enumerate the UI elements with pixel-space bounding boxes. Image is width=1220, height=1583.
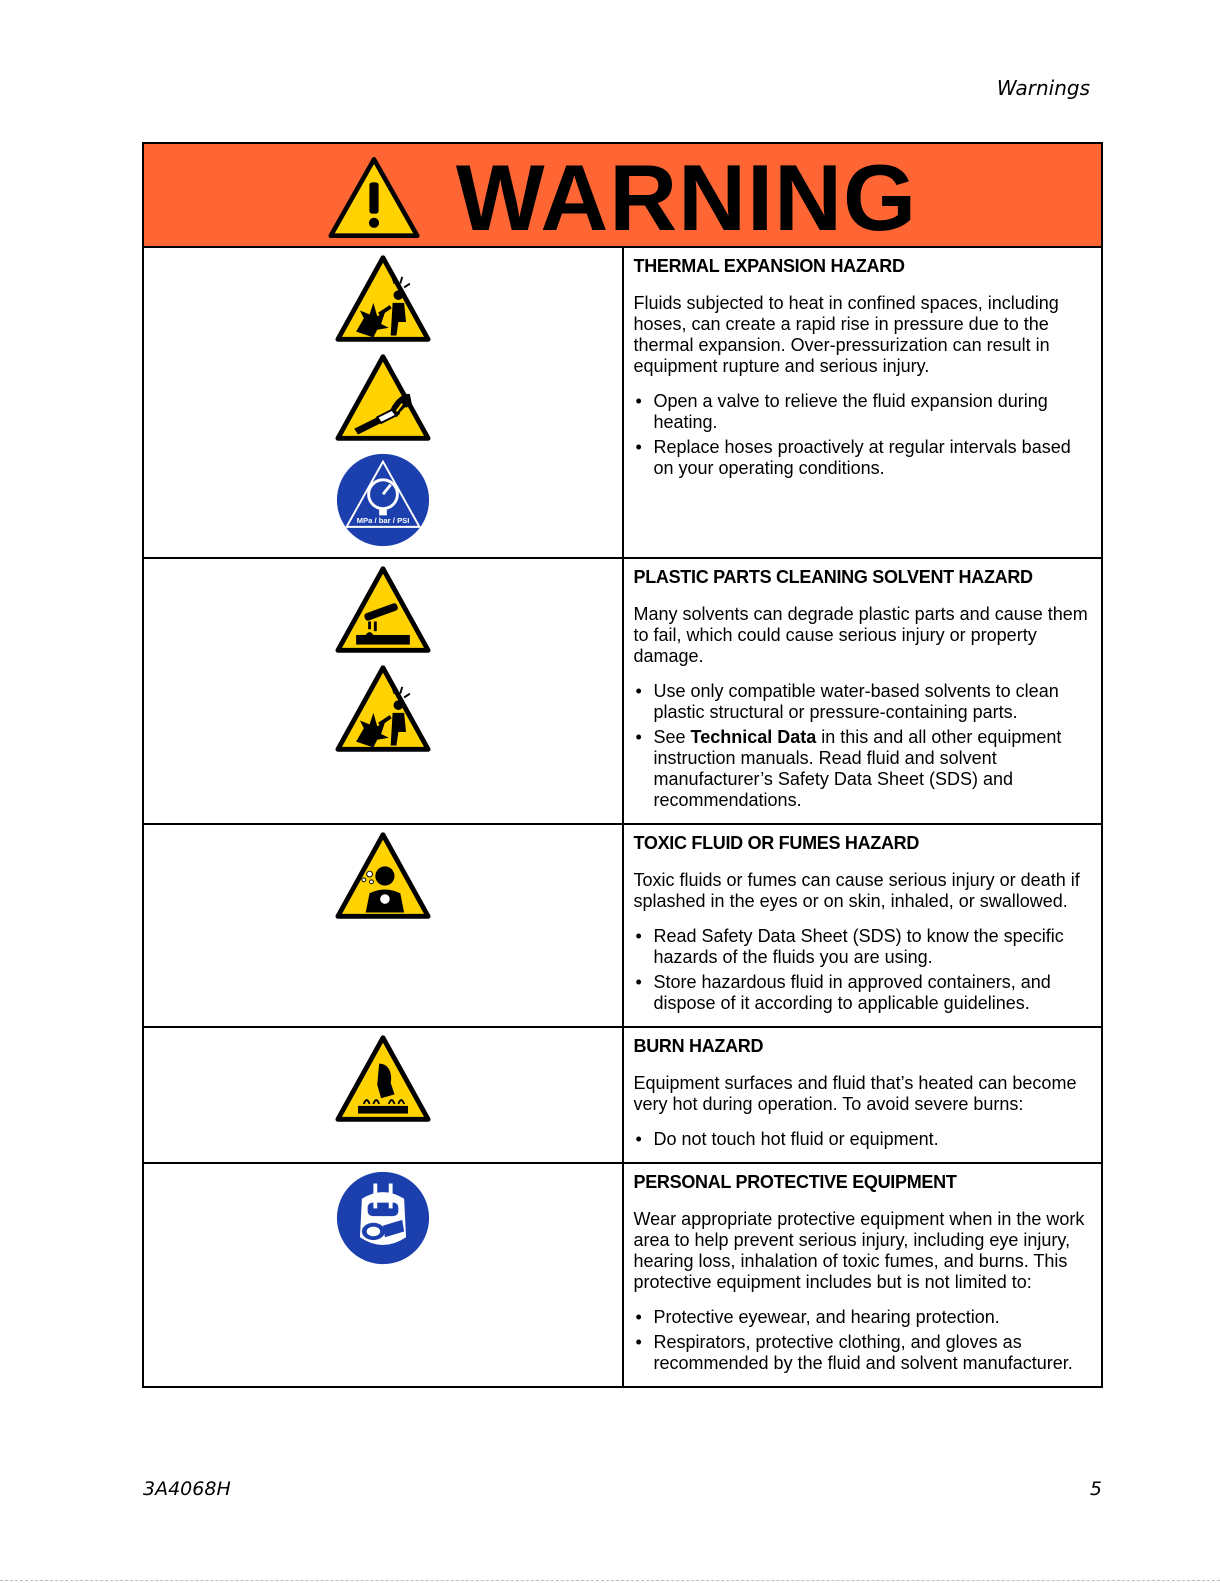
hazard-text-cell xyxy=(623,558,1103,824)
hazard-bullets xyxy=(634,681,1092,811)
list-item: • Do not touch hot fluid or equipment. xyxy=(634,1129,1092,1150)
hazard-bullets xyxy=(634,391,1092,479)
list-item: • Use only compatible water-based solvents to clean plastic structural or pressure-containing parts. xyxy=(634,681,1092,723)
hazard-icons-cell xyxy=(143,1027,623,1163)
hazard-row-thermal-expansion xyxy=(143,247,1102,558)
list-item: • Replace hoses proactively at regular intervals based on your operating conditions. xyxy=(634,437,1092,479)
list-item: • Read Safety Data Sheet (SDS) to know the specific hazards of the fluids you are using. xyxy=(634,926,1092,968)
warning-word: WARNING xyxy=(455,145,918,250)
list-item: • Open a valve to relieve the fluid expansion during heating. xyxy=(634,391,1092,433)
hot-surface-hazard-icon xyxy=(335,1034,431,1124)
gauge-units-label: MPa / bar / PSI xyxy=(356,516,410,526)
hazard-text-cell xyxy=(623,247,1103,558)
hazard-icons-cell xyxy=(143,824,623,1027)
hazard-text-cell xyxy=(623,824,1103,1027)
warning-triangle-icon xyxy=(328,156,420,240)
protective-equipment-icon xyxy=(335,1170,431,1266)
hazard-description: Toxic fluids or fumes can cause serious injury or death if splashed in the eyes or on skin, inhaled, or swallowed. xyxy=(633,870,1080,911)
hazard-text-cell xyxy=(623,1027,1103,1163)
hazard-text-cell xyxy=(623,1163,1103,1387)
hazard-row-plastic-solvent xyxy=(143,558,1102,824)
toxic-fumes-hazard-icon xyxy=(335,831,431,921)
hazard-description: Equipment surfaces and fluid that’s heated can become very hot during operation. To avoid severe burns: xyxy=(633,1073,1077,1114)
hazard-description: Many solvents can degrade plastic parts and cause them to fail, which could cause serious injury or property damage. xyxy=(633,604,1088,666)
pressure-gauge-icon xyxy=(335,452,431,548)
hazard-row-ppe xyxy=(143,1163,1102,1387)
hazard-row-toxic-fumes xyxy=(143,824,1102,1027)
hazard-icons-cell xyxy=(143,1163,623,1387)
hazard-bullets xyxy=(634,1307,1092,1374)
page-number: 5 xyxy=(1089,1478,1102,1500)
corrosive-hazard-icon xyxy=(335,565,431,655)
hazard-title: BURN HAZARD xyxy=(633,1036,764,1056)
page-edge-rule xyxy=(0,1580,1220,1581)
hazard-row-burn xyxy=(143,1027,1102,1163)
hazard-description: Fluids subjected to heat in confined spaces, including hoses, can create a rapid rise in pressure due to the thermal expansion. Over-pressurization can result in equipment rupture and serious injury. xyxy=(633,293,1059,376)
explosion-hazard-icon xyxy=(335,254,431,344)
hazard-icons-cell xyxy=(143,247,623,558)
list-item: • Respirators, protective clothing, and gloves as recommended by the fluid and solvent manufacturer. xyxy=(634,1332,1092,1374)
hazard-title: THERMAL EXPANSION HAZARD xyxy=(633,256,905,276)
bullet-prefix: See xyxy=(653,727,691,747)
document-number: 3A4068H xyxy=(143,1478,231,1500)
technical-data-reference: Technical Data xyxy=(690,727,817,747)
hazard-title: PLASTIC PARTS CLEANING SOLVENT HAZARD xyxy=(633,567,1033,587)
hazard-bullets xyxy=(634,1129,1092,1150)
running-header: Warnings xyxy=(996,76,1090,100)
list-item xyxy=(634,727,1092,811)
skin-injection-hazard-icon xyxy=(335,353,431,443)
hazard-bullets xyxy=(634,926,1092,1014)
warning-banner xyxy=(143,143,1102,250)
hazard-title: TOXIC FLUID OR FUMES HAZARD xyxy=(633,833,920,853)
hazard-description: Wear appropriate protective equipment when in the work area to help prevent serious injury, including eye injury, hearing loss, inhalation of toxic fumes, and burns. This protective equipment includes but is not limited to: xyxy=(633,1209,1085,1292)
bullet-suffix: in this and all other equipment instruction manuals. Read fluid and solvent manufacturer’s Safety Data Sheet (SDS) and recommendations. xyxy=(653,727,1062,810)
warning-table xyxy=(142,142,1103,1388)
list-item: • Store hazardous fluid in approved containers, and dispose of it according to applicable guidelines. xyxy=(634,972,1092,1014)
explosion-hazard-icon xyxy=(335,664,431,754)
hazard-title: PERSONAL PROTECTIVE EQUIPMENT xyxy=(633,1172,957,1192)
hazard-icons-cell xyxy=(143,558,623,824)
list-item: • Protective eyewear, and hearing protection. xyxy=(634,1307,1092,1328)
